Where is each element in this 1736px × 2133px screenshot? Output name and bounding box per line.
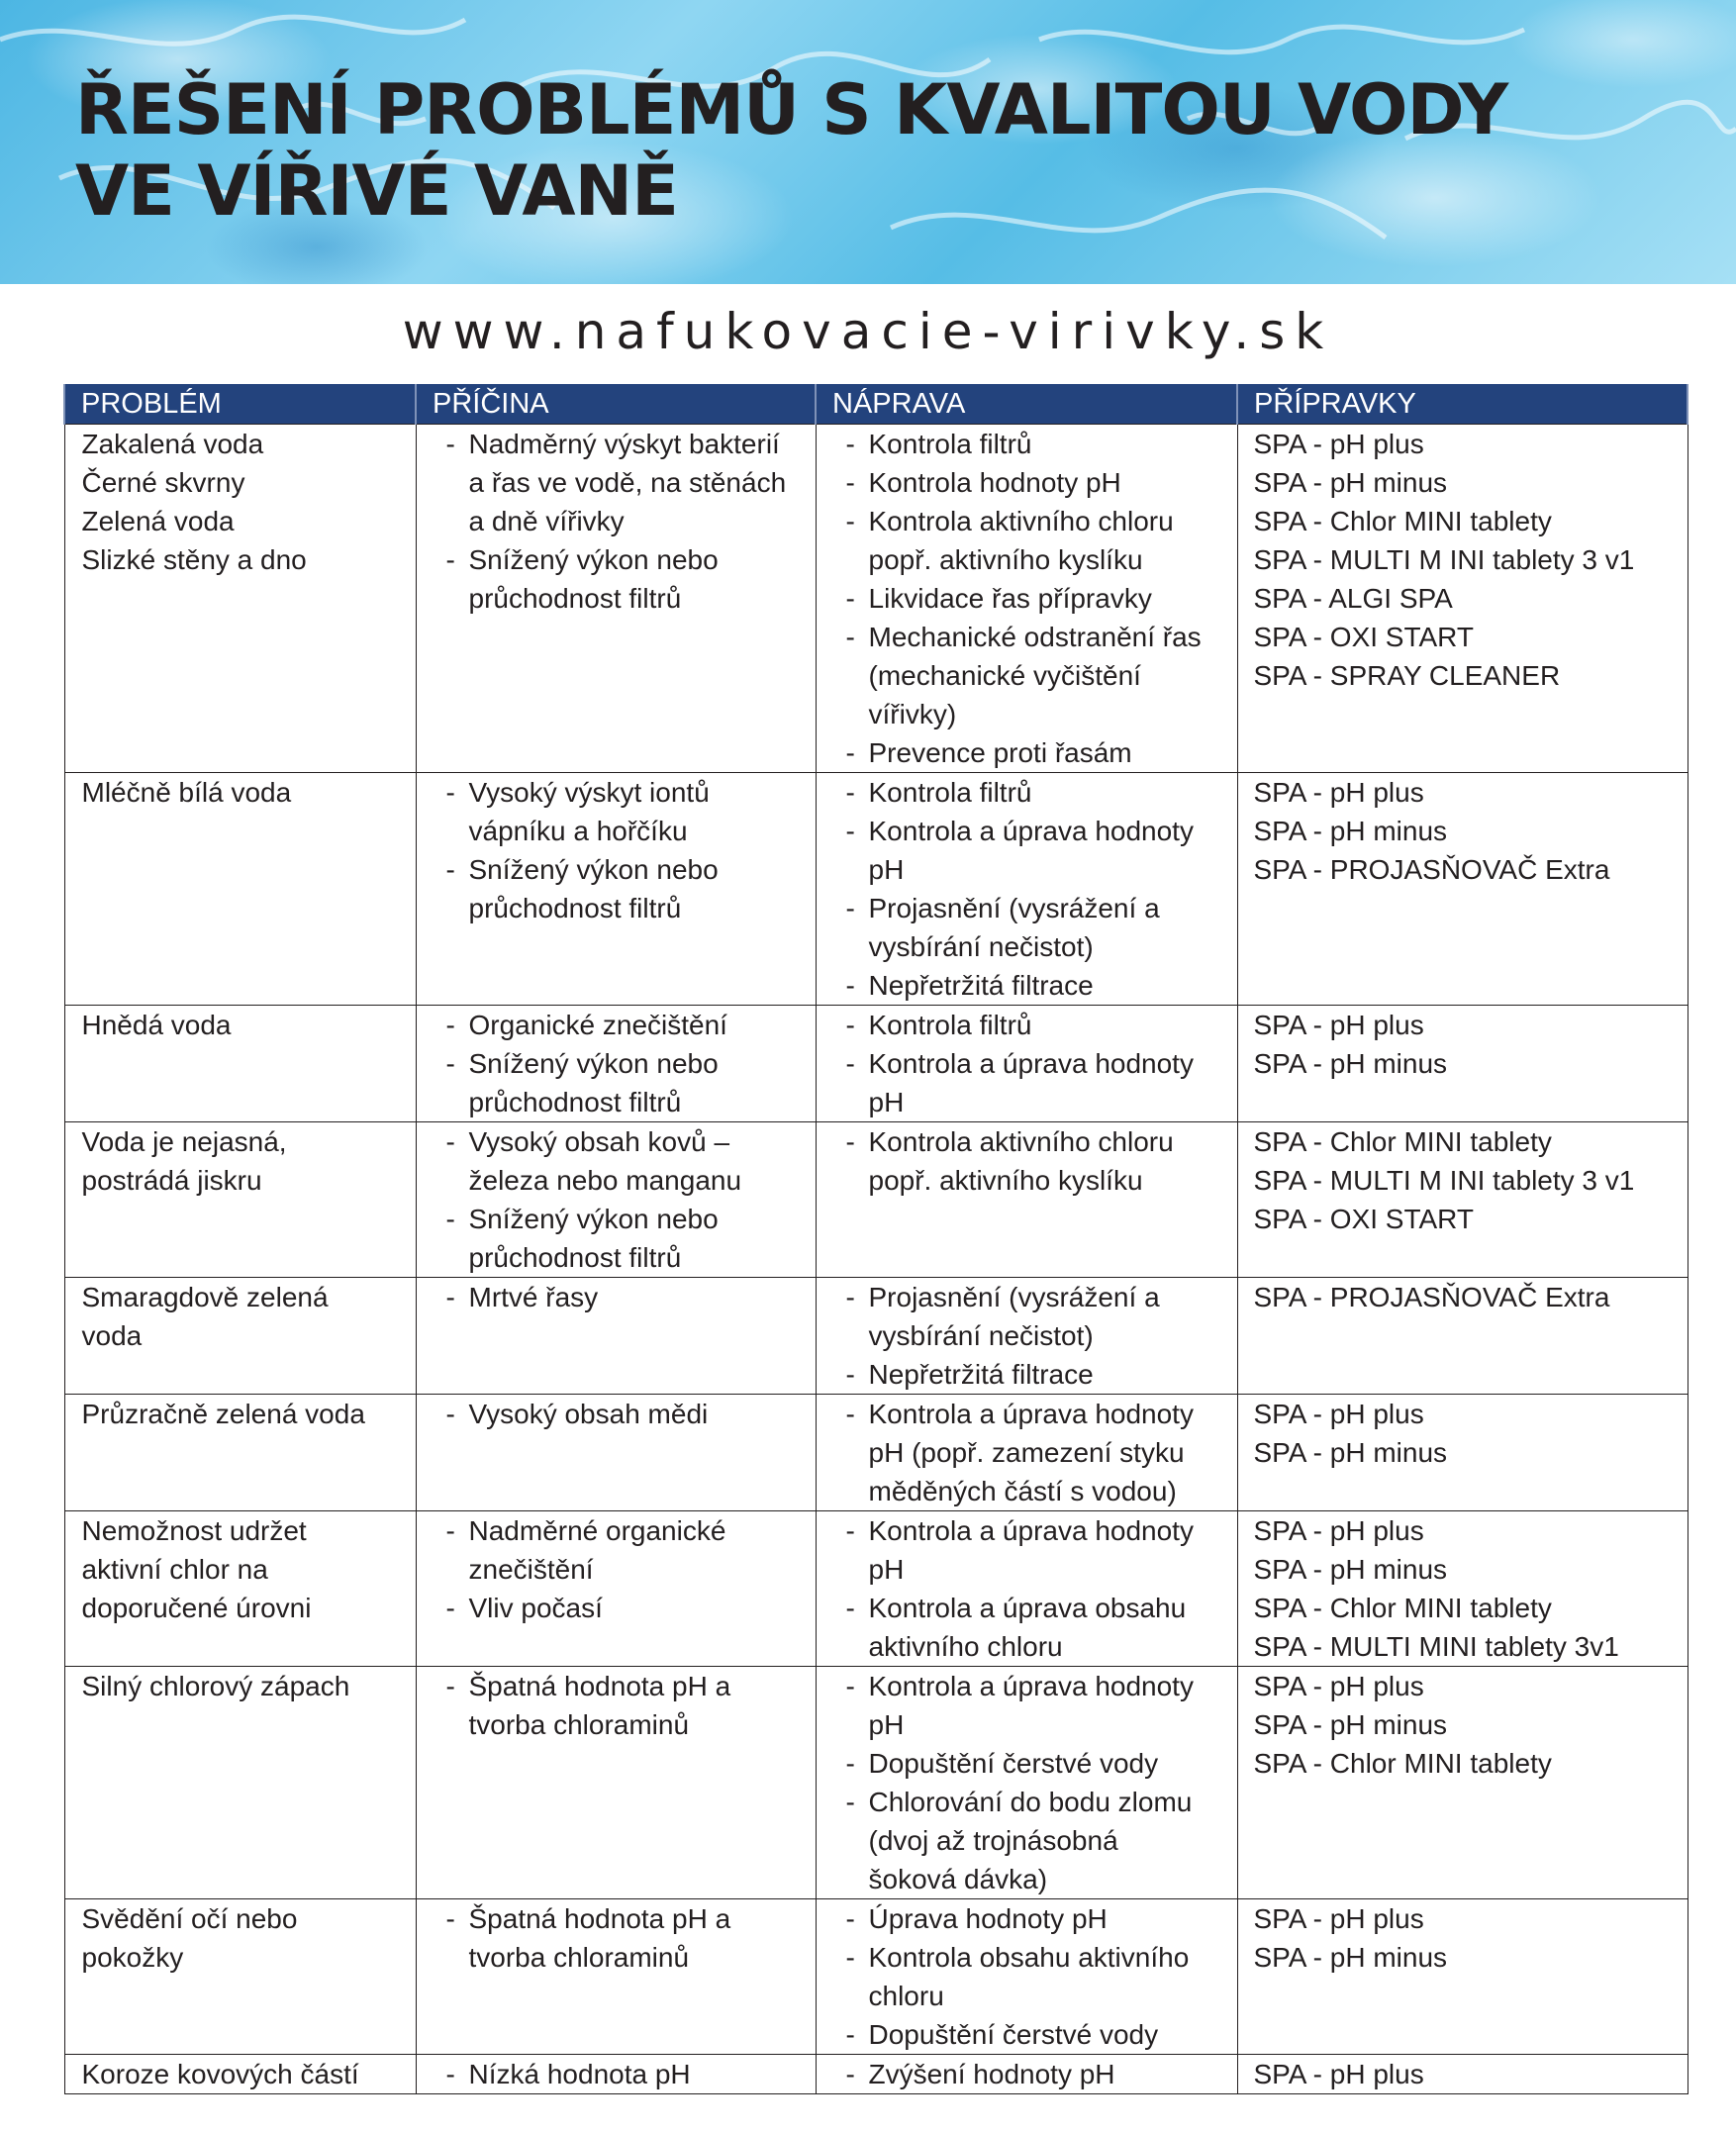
remedy-item (846, 2055, 1237, 2093)
problem-line: postrádá jiskru (81, 1165, 262, 1196)
item-line: - Vysoký obsah kovů – (468, 1126, 730, 1157)
table-row (64, 1395, 1688, 1511)
item-line: - Likvidace řas přípravky (868, 583, 1152, 614)
problem-cell (64, 1899, 416, 2055)
cause-item (446, 1200, 816, 1277)
product-item: SPA - pH minus (1253, 1942, 1448, 1973)
item-line: chloru (868, 1981, 944, 2011)
item-line: - Organické znečištění (468, 1010, 727, 1040)
item-line: - Nízká hodnota pH (468, 2059, 691, 2089)
item-line: - Kontrola a úprava hodnoty (868, 1399, 1194, 1429)
title-line-1: ŘEŠENÍ PROBLÉMŮ S KVALITOU VODY (75, 69, 1508, 150)
item-line: - Dopuštění čerstvé vody (868, 1748, 1159, 1779)
item-line: - Dopuštění čerstvé vody (868, 2019, 1159, 2050)
problem-line: Slizké stěny a dno (81, 544, 307, 575)
remedy-item (846, 1744, 1237, 1783)
problem-line: Zelená voda (81, 506, 235, 536)
problem-line: Smaragdově zelená (81, 1282, 329, 1312)
remedy-item (846, 733, 1237, 772)
cause-list (446, 2055, 816, 2093)
item-line: popř. aktivního kyslíku (868, 1165, 1143, 1196)
problem-cell (64, 1667, 416, 1899)
cause-list (446, 1122, 816, 1277)
item-line: - Kontrola filtrů (868, 429, 1032, 459)
problem-line: aktivní chlor na (81, 1554, 268, 1585)
problem-line: voda (81, 1320, 143, 1351)
table-body (64, 425, 1688, 2094)
remedy-item (846, 1278, 1237, 1355)
remedy-item (846, 1667, 1237, 1744)
item-line: - Projasnění (vysrážení a (868, 893, 1160, 923)
item-line: - Kontrola filtrů (868, 1010, 1032, 1040)
products-cell (1237, 773, 1688, 1006)
remedy-cell (816, 1667, 1237, 1899)
remedy-item (846, 1783, 1237, 1898)
remedy-item (846, 618, 1237, 733)
product-item: SPA - pH plus (1253, 1903, 1424, 1934)
table-row (64, 1899, 1688, 2055)
cause-cell (416, 1395, 816, 1511)
remedy-cell (816, 1511, 1237, 1667)
cause-item (446, 1395, 816, 1433)
item-line: - Špatná hodnota pH a (468, 1903, 731, 1934)
remedy-list (846, 2055, 1237, 2093)
table-row (64, 1278, 1688, 1395)
cause-cell (416, 773, 816, 1006)
item-line: - Snížený výkon nebo (468, 544, 719, 575)
problem-cell (64, 2055, 416, 2094)
table-row (64, 1006, 1688, 1122)
table-row (64, 425, 1688, 773)
item-line: - Chlorování do bodu zlomu (868, 1787, 1193, 1817)
column-header-remedy: NÁPRAVA (816, 384, 1237, 425)
problem-line: Voda je nejasná, (81, 1126, 287, 1157)
table-row (64, 1122, 1688, 1278)
remedy-list (846, 1667, 1237, 1898)
cause-item (446, 425, 816, 540)
cause-cell (416, 425, 816, 773)
cause-item (446, 1667, 816, 1744)
problem-cell (64, 1278, 416, 1395)
product-item: SPA - OXI START (1253, 622, 1474, 652)
website-url: www.nafukovacie-virivky.sk (402, 303, 1334, 360)
remedy-cell (816, 1899, 1237, 2055)
cause-item (446, 1511, 816, 1589)
problem-line: Nemožnost udržet (81, 1515, 307, 1546)
products-cell (1237, 1899, 1688, 2055)
cause-list (446, 1395, 816, 1433)
item-line: pH (868, 1087, 905, 1117)
cause-cell (416, 1667, 816, 1899)
page-title (75, 69, 1507, 232)
table-row (64, 1667, 1688, 1899)
cause-item (446, 1589, 816, 1627)
item-line: průchodnost filtrů (468, 583, 682, 614)
remedy-item (846, 1044, 1237, 1121)
cause-item (446, 2055, 816, 2093)
item-line: - Vysoký obsah mědi (468, 1399, 709, 1429)
item-line: - Kontrola a úprava hodnoty (868, 1048, 1194, 1079)
column-header-products: PŘÍPRAVKY (1237, 384, 1688, 425)
remedy-item (846, 1355, 1237, 1394)
products-cell (1237, 1278, 1688, 1395)
product-item: SPA - pH plus (1253, 2059, 1424, 2089)
item-line: průchodnost filtrů (468, 893, 682, 923)
cause-item (446, 773, 816, 850)
item-line: znečištění (468, 1554, 594, 1585)
item-line: - Prevence proti řasám (868, 737, 1132, 768)
remedy-item (846, 1938, 1237, 2015)
problem-line: doporučené úrovni (81, 1593, 312, 1623)
item-line: železa nebo manganu (468, 1165, 742, 1196)
item-line: - Kontrola a úprava hodnoty (868, 1515, 1194, 1546)
product-item: SPA - pH minus (1253, 1437, 1448, 1468)
remedy-list (846, 1899, 1237, 2054)
cause-item (446, 1278, 816, 1316)
cause-list (446, 1006, 816, 1121)
product-item: SPA - Chlor MINI tablety (1253, 506, 1552, 536)
cause-item (446, 1044, 816, 1121)
product-item: SPA - Chlor MINI tablety (1253, 1593, 1552, 1623)
problem-cell (64, 1122, 416, 1278)
item-line: popř. aktivního kyslíku (868, 544, 1143, 575)
remedy-item (846, 1395, 1237, 1510)
problem-line: Silný chlorový zápach (81, 1671, 350, 1701)
product-item: SPA - pH plus (1253, 429, 1424, 459)
product-item: SPA - pH plus (1253, 777, 1424, 808)
remedy-item (846, 812, 1237, 889)
column-header-problem: PROBLÉM (64, 384, 416, 425)
product-item: SPA - PROJASŇOVAČ Extra (1253, 1282, 1610, 1312)
remedy-item (846, 1006, 1237, 1044)
item-line: pH (868, 1709, 905, 1740)
product-item: SPA - pH plus (1253, 1671, 1424, 1701)
item-line: - Kontrola a úprava hodnoty (868, 816, 1194, 846)
products-cell (1237, 1006, 1688, 1122)
item-line: - Snížený výkon nebo (468, 1204, 719, 1234)
remedy-cell (816, 1006, 1237, 1122)
item-line: vysbírání nečistot) (868, 931, 1094, 962)
item-line: vápníku a hořčíku (468, 816, 688, 846)
item-line: průchodnost filtrů (468, 1242, 682, 1273)
item-line: - Nadměrné organické (468, 1515, 726, 1546)
products-cell (1237, 1511, 1688, 1667)
remedy-cell (816, 425, 1237, 773)
product-item: SPA - OXI START (1253, 1204, 1474, 1234)
item-line: - Kontrola obsahu aktivního (868, 1942, 1190, 1973)
product-item: SPA - pH plus (1253, 1515, 1424, 1546)
remedy-cell (816, 2055, 1237, 2094)
item-line: - Nepřetržitá filtrace (868, 1359, 1094, 1390)
remedy-item (846, 1899, 1237, 1938)
item-line: - Vliv počasí (468, 1593, 603, 1623)
remedy-item (846, 773, 1237, 812)
product-item: SPA - Chlor MINI tablety (1253, 1748, 1552, 1779)
item-line: - Kontrola filtrů (868, 777, 1032, 808)
cause-item (446, 540, 816, 618)
table-row (64, 773, 1688, 1006)
remedy-cell (816, 773, 1237, 1006)
item-line: - Kontrola hodnoty pH (868, 467, 1121, 498)
product-item: SPA - MULTI M INI tablety 3 v1 (1253, 544, 1635, 575)
problem-line: Zakalená voda (81, 429, 264, 459)
remedy-item (846, 579, 1237, 618)
cause-list (446, 1511, 816, 1627)
products-cell (1237, 1667, 1688, 1899)
cause-item (446, 850, 816, 927)
problem-cell (64, 773, 416, 1006)
product-item: SPA - MULTI M INI tablety 3 v1 (1253, 1165, 1635, 1196)
item-line: pH (868, 1554, 905, 1585)
item-line: - Kontrola a úprava hodnoty (868, 1671, 1194, 1701)
remedy-list (846, 1006, 1237, 1121)
item-line: pH (868, 854, 905, 885)
remedy-list (846, 425, 1237, 772)
product-item: SPA - pH minus (1253, 1554, 1448, 1585)
item-line: - Nepřetržitá filtrace (868, 970, 1094, 1001)
products-cell (1237, 1395, 1688, 1511)
cause-list (446, 1278, 816, 1316)
remedy-item (846, 1589, 1237, 1666)
remedy-item (846, 1122, 1237, 1200)
item-line: a řas ve vodě, na stěnách (468, 467, 787, 498)
remedy-list (846, 1511, 1237, 1666)
item-line: - Snížený výkon nebo (468, 1048, 719, 1079)
problem-line: Průzračně zelená voda (81, 1399, 365, 1429)
item-line: (mechanické vyčištění (868, 660, 1141, 691)
remedy-item (846, 463, 1237, 502)
cause-list (446, 773, 816, 927)
item-line: - Vysoký výskyt iontů (468, 777, 710, 808)
cause-cell (416, 1899, 816, 2055)
remedy-item (846, 502, 1237, 579)
item-line: - Snížený výkon nebo (468, 854, 719, 885)
item-line: a dně vířivky (468, 506, 625, 536)
item-line: - Zvýšení hodnoty pH (868, 2059, 1115, 2089)
item-line: tvorba chloraminů (468, 1709, 690, 1740)
item-line: - Úprava hodnoty pH (868, 1903, 1108, 1934)
product-item: SPA - pH minus (1253, 1709, 1448, 1740)
product-item: SPA - Chlor MINI tablety (1253, 1126, 1552, 1157)
cause-item (446, 1122, 816, 1200)
cause-list (446, 1899, 816, 1977)
problem-cell (64, 425, 416, 773)
product-item: SPA - ALGI SPA (1253, 583, 1453, 614)
troubleshooting-table (63, 384, 1688, 2094)
product-item: SPA - pH minus (1253, 467, 1448, 498)
table-row (64, 2055, 1688, 2094)
item-line: měděných částí s vodou) (868, 1476, 1177, 1506)
remedy-item (846, 425, 1237, 463)
item-line: průchodnost filtrů (468, 1087, 682, 1117)
item-line: - Kontrola aktivního chloru (868, 506, 1174, 536)
remedy-list (846, 1122, 1237, 1200)
product-item: SPA - pH minus (1253, 816, 1448, 846)
cause-cell (416, 1006, 816, 1122)
remedy-item (846, 889, 1237, 966)
remedy-list (846, 1395, 1237, 1510)
remedy-cell (816, 1395, 1237, 1511)
products-cell (1237, 2055, 1688, 2094)
cause-cell (416, 2055, 816, 2094)
item-line: - Špatná hodnota pH a (468, 1671, 731, 1701)
problem-line: Koroze kovových částí (81, 2059, 359, 2089)
remedy-list (846, 773, 1237, 1005)
column-header-cause: PŘÍČINA (416, 384, 816, 425)
problem-cell (64, 1511, 416, 1667)
table-header-row (64, 384, 1688, 425)
remedy-item (846, 966, 1237, 1005)
item-line: tvorba chloraminů (468, 1942, 690, 1973)
item-line: (dvoj až trojnásobná (868, 1825, 1118, 1856)
cause-item (446, 1006, 816, 1044)
item-line: - Kontrola a úprava obsahu (868, 1593, 1187, 1623)
cause-list (446, 1667, 816, 1744)
remedy-cell (816, 1122, 1237, 1278)
item-line: - Kontrola aktivního chloru (868, 1126, 1174, 1157)
problem-cell (64, 1006, 416, 1122)
cause-item (446, 1899, 816, 1977)
table-row (64, 1511, 1688, 1667)
cause-list (446, 425, 816, 618)
item-line: šoková dávka) (868, 1864, 1048, 1894)
problem-line: Hnědá voda (81, 1010, 232, 1040)
product-item: SPA - pH minus (1253, 1048, 1448, 1079)
cause-cell (416, 1511, 816, 1667)
product-item: SPA - pH plus (1253, 1399, 1424, 1429)
products-cell (1237, 425, 1688, 773)
item-line: - Nadměrný výskyt bakterií (468, 429, 780, 459)
item-line: vysbírání nečistot) (868, 1320, 1094, 1351)
item-line: pH (popř. zamezení styku (868, 1437, 1185, 1468)
item-line: aktivního chloru (868, 1631, 1063, 1662)
product-item: SPA - pH plus (1253, 1010, 1424, 1040)
problem-line: Svědění očí nebo (81, 1903, 298, 1934)
problem-line: pokožky (81, 1942, 184, 1973)
product-item: SPA - MULTI MINI tablety 3v1 (1253, 1631, 1619, 1662)
remedy-item (846, 2015, 1237, 2054)
remedy-item (846, 1511, 1237, 1589)
title-line-2: VE VÍŘIVÉ VANĚ (75, 150, 678, 232)
problem-line: Mléčně bílá voda (81, 777, 292, 808)
cause-cell (416, 1278, 816, 1395)
remedy-cell (816, 1278, 1237, 1395)
problem-cell (64, 1395, 416, 1511)
products-cell (1237, 1122, 1688, 1278)
item-line: - Projasnění (vysrážení a (868, 1282, 1160, 1312)
item-line: - Mechanické odstranění řas (868, 622, 1202, 652)
item-line: - Mrtvé řasy (468, 1282, 599, 1312)
cause-cell (416, 1122, 816, 1278)
remedy-list (846, 1278, 1237, 1394)
product-item: SPA - SPRAY CLEANER (1253, 660, 1561, 691)
product-item: SPA - PROJASŇOVAČ Extra (1253, 854, 1610, 885)
item-line: vířivky) (868, 699, 957, 729)
problem-line: Černé skvrny (81, 467, 245, 498)
